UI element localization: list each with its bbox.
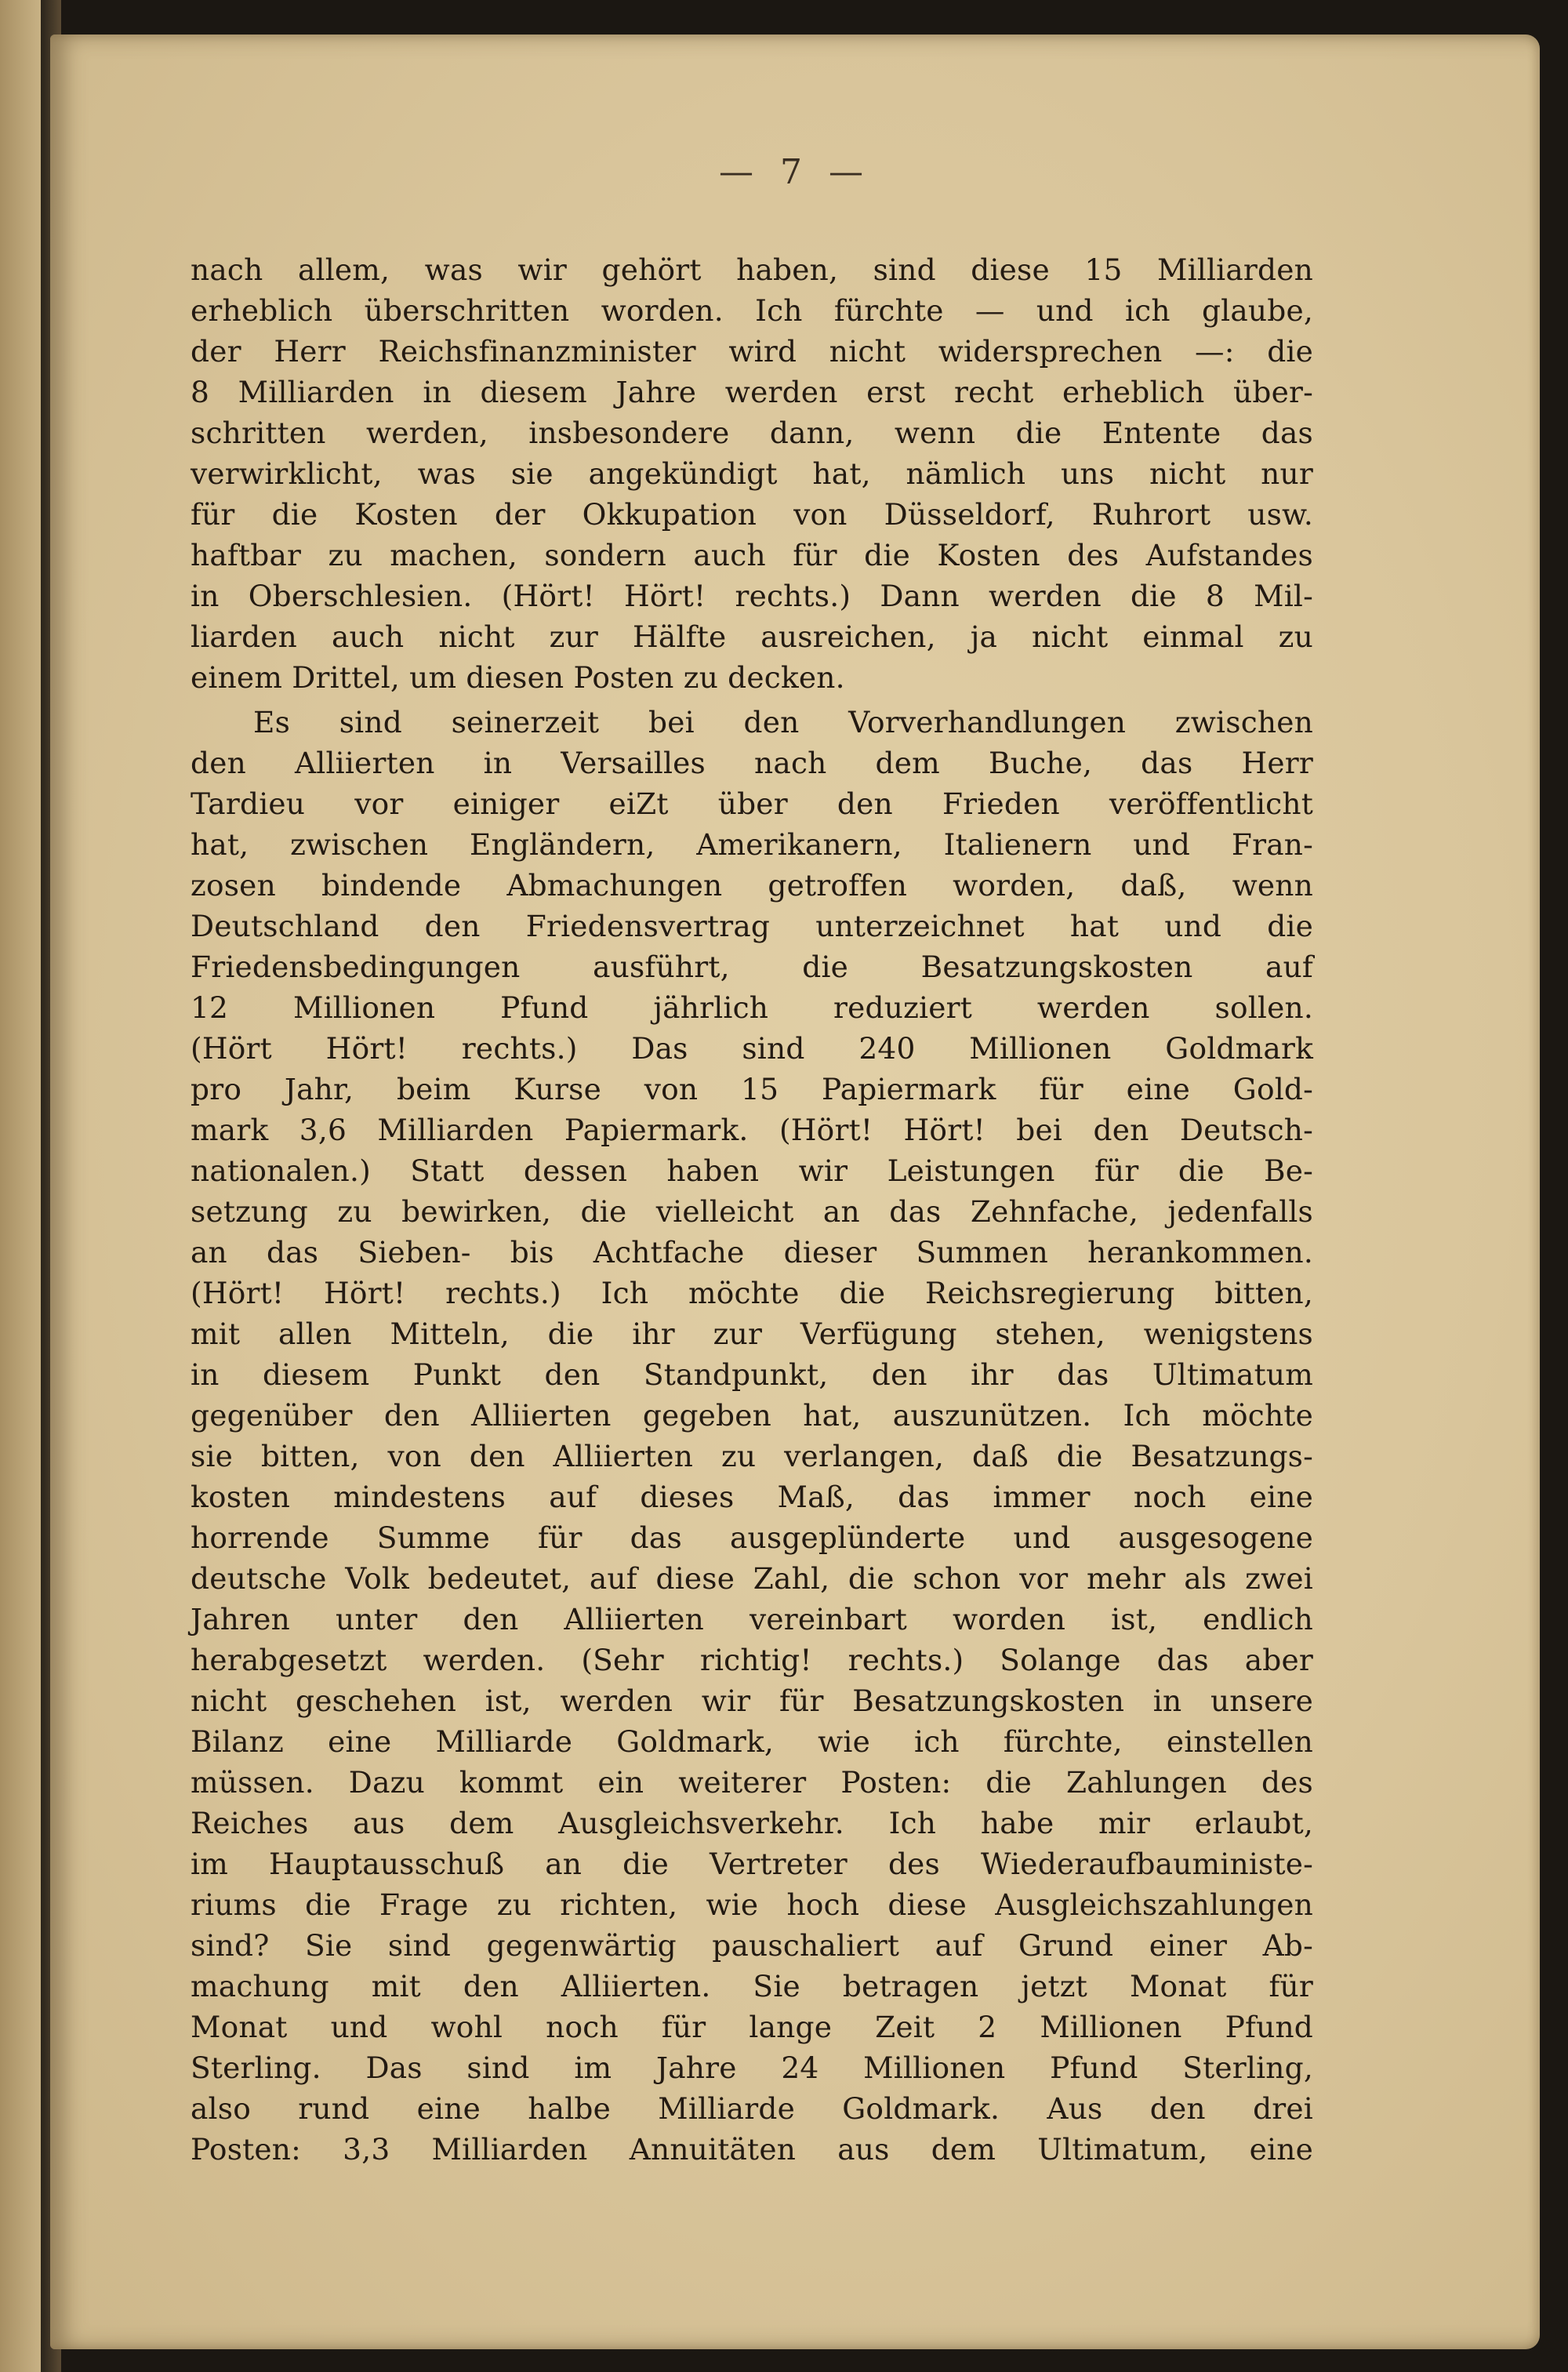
text-line: kosten mindestens auf dieses Maß, das immer noch eine: [191, 1480, 1313, 1514]
text-line: Jahren unter den Alliierten vereinbart worden ist, endlich: [191, 1602, 1313, 1636]
text-line: sie bitten, von den Alliierten zu verlangen, daß die Besatzungs-: [191, 1439, 1313, 1473]
text-line: (Hört! Hört! rechts.) Ich möchte die Reichsregierung bitten,: [191, 1276, 1313, 1310]
text-line: deutsche Volk bedeutet, auf diese Zahl, die schon vor mehr als zwei: [191, 1561, 1313, 1596]
text-line: in Oberschlesien. (Hört! Hört! rechts.) Dann werden die 8 Mil-: [191, 579, 1313, 613]
text-line: horrende Summe für das ausgeplünderte und ausgesogene: [191, 1520, 1313, 1555]
text-line: sind? Sie sind gegenwärtig pauschaliert auf Grund einer Ab-: [191, 1928, 1313, 1963]
text-line: gegenüber den Alliierten gegeben hat, auszunützen. Ich möchte: [191, 1398, 1313, 1433]
previous-page-edge: [0, 0, 41, 2372]
text-line: den Alliierten in Versailles nach dem Buche, das Herr: [191, 746, 1313, 780]
body-text: [191, 249, 1313, 2170]
text-line: mit allen Mitteln, die ihr zur Verfügung stehen, wenigstens: [191, 1317, 1313, 1351]
text-line: also rund eine halbe Milliarde Goldmark. Aus den drei: [191, 2091, 1313, 2126]
text-line: in diesem Punkt den Standpunkt, den ihr das Ultimatum: [191, 1357, 1313, 1392]
text-line: der Herr Reichsfinanzminister wird nicht widersprechen —: die: [191, 334, 1313, 369]
paragraph: [191, 702, 1313, 2170]
text-line: erheblich überschritten worden. Ich fürchte — und ich glaube,: [191, 293, 1313, 328]
text-line: an das Sieben- bis Achtfache dieser Summen herankommen.: [191, 1235, 1313, 1270]
text-line: Bilanz eine Milliarde Goldmark, wie ich fürchte, einstellen: [191, 1724, 1313, 1759]
text-line: nicht geschehen ist, werden wir für Besatzungskosten in unsere: [191, 1684, 1313, 1718]
text-line: nationalen.) Statt dessen haben wir Leistungen für die Be-: [191, 1153, 1313, 1188]
text-line: setzung zu bewirken, die vielleicht an das Zehnfache, jedenfalls: [191, 1194, 1313, 1229]
text-line: liarden auch nicht zur Hälfte ausreichen, ja nicht einmal zu: [191, 619, 1313, 654]
text-line: haftbar zu machen, sondern auch für die Kosten des Aufstandes: [191, 538, 1313, 572]
text-line: herabgesetzt werden. (Sehr richtig! rechts.) Solange das aber: [191, 1643, 1313, 1677]
text-line: Sterling. Das sind im Jahre 24 Millionen Pfund Sterling,: [191, 2051, 1313, 2085]
text-line: 8 Milliarden in diesem Jahre werden erst recht erheblich über-: [191, 375, 1313, 409]
text-line: mark 3,6 Milliarden Papiermark. (Hört! Hört! bei den Deutsch-: [191, 1113, 1313, 1147]
text-line: Monat und wohl noch für lange Zeit 2 Millionen Pfund: [191, 2010, 1313, 2044]
text-line: pro Jahr, beim Kurse von 15 Papiermark für eine Gold-: [191, 1072, 1313, 1106]
text-line: Deutschland den Friedensvertrag unterzeichnet hat und die: [191, 909, 1313, 943]
text-line: einem Drittel, um diesen Posten zu decken.: [191, 660, 845, 695]
text-line: Friedensbedingungen ausführt, die Besatzungskosten auf: [191, 950, 1313, 984]
text-line: (Hört Hört! rechts.) Das sind 240 Millionen Goldmark: [191, 1031, 1313, 1066]
text-line: verwirklicht, was sie angekündigt hat, nämlich uns nicht nur: [191, 456, 1313, 491]
text-line: schritten werden, insbesondere dann, wenn die Entente das: [191, 416, 1313, 450]
text-line: riums die Frage zu richten, wie hoch diese Ausgleichszahlungen: [191, 1887, 1313, 1922]
text-line: Posten: 3,3 Milliarden Annuitäten aus dem Ultimatum, eine: [191, 2132, 1313, 2167]
text-line: machung mit den Alliierten. Sie betragen jetzt Monat für: [191, 1969, 1313, 2003]
text-line: Reiches aus dem Ausgleichsverkehr. Ich habe mir erlaubt,: [191, 1806, 1313, 1840]
text-line: für die Kosten der Okkupation von Düsseldorf, Ruhrort usw.: [191, 497, 1313, 532]
text-line: Es sind seinerzeit bei den Vorverhandlungen zwischen: [253, 705, 1313, 739]
text-line: nach allem, was wir gehört haben, sind diese 15 Milliarden: [191, 252, 1313, 287]
page-number: — 7 —: [719, 152, 871, 192]
text-line: 12 Millionen Pfund jährlich reduziert werden sollen.: [191, 990, 1313, 1025]
text-line: müssen. Dazu kommt ein weiterer Posten: die Zahlungen des: [191, 1765, 1313, 1800]
paragraph: [191, 249, 1313, 698]
text-line: hat, zwischen Engländern, Amerikanern, Italienern und Fran-: [191, 827, 1313, 862]
text-line: im Hauptausschuß an die Vertreter des Wiederaufbauministe-: [191, 1847, 1313, 1881]
text-line: zosen bindende Abmachungen getroffen worden, daß, wenn: [191, 868, 1313, 903]
text-line: Tardieu vor einiger eiZt über den Frieden veröffentlicht: [191, 786, 1313, 821]
